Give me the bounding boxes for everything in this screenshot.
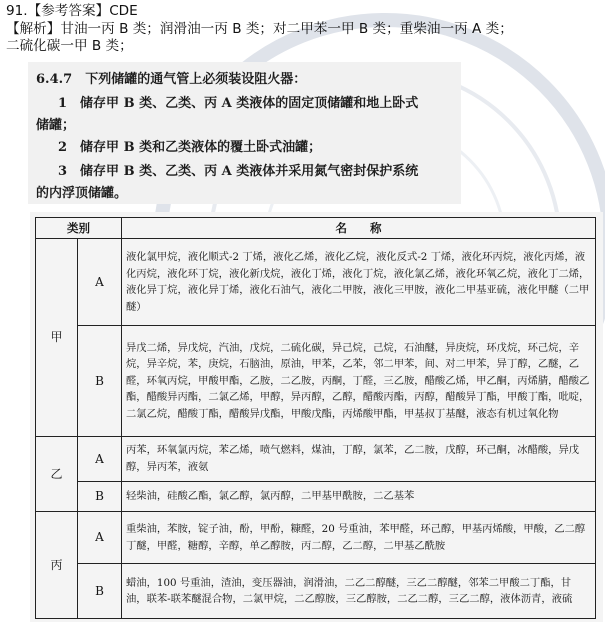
answer-explanation: [6, 3, 602, 56]
header-name: 名 称: [122, 218, 596, 239]
subclass-cell: A: [78, 437, 122, 481]
table-row: [36, 564, 596, 619]
table-row: [36, 481, 596, 511]
clause-item-1-line-2: 储罐；: [36, 118, 76, 133]
question-number: 91.: [6, 3, 28, 19]
class-cell-bing: 丙: [36, 511, 78, 618]
classification-table: [35, 217, 596, 619]
explanation-text-1: 甘油一丙 B 类；润滑油一丙 B 类；对二甲苯一甲 B 类；重柴油一丙 A 类；: [60, 20, 513, 37]
substance-names: 重柴油，苯胺，锭子油，酚，甲酚，糠醛，20 号重油，苯甲醛，环己醇，甲基丙烯酸，甲酸，乙二醇丁醚，甲醛，糖醇，辛醇，单乙醇胺，丙二醇，乙二醇，二甲基乙酰胺: [122, 511, 596, 564]
substance-names: 异戊二烯，异戊烷，汽油，戊烷，二硫化碳，异己烷，己烷，石油醚，异庚烷，环戊烷，环己烷，辛烷，异辛烷，苯，庚烷，石脑油，原油，甲苯，乙苯，邻二甲苯，间、对二甲苯，异丁醇，乙醚，乙醛，环氧丙烷，甲酸甲酯，乙胺，二乙胺，丙酮，丁醛，三乙胺，醋酸乙烯，甲乙酮，丙烯腈，醋酸乙酯，醋酸异丙酯，二氯乙烯，甲醇，异丙醇，乙醇，醋酸丙酯，丙醇，醋酸异丁酯，甲酸丁酯，吡啶，二氯乙烷，醋酸丁酯，醋酸异戊酯，甲酸戊酯，丙烯酸甲酯，甲基叔丁基醚，液态有机过氧化物: [122, 326, 596, 437]
explanation-line-2: 二硫化碳一甲 B 类；: [6, 38, 133, 54]
class-cell-jia: 甲: [36, 239, 78, 437]
explanation-label: 【解析】: [6, 20, 61, 37]
clause-item-3-line-2: 的内浮顶储罐。: [36, 186, 128, 201]
subclass-cell: A: [78, 239, 122, 326]
clause-title: 6.4.7 下列储罐的通气管上必须装设阻火器：: [36, 72, 307, 87]
substance-names: 轻柴油，硅酸乙酯，氯乙醇，氯丙醇，二甲基甲酰胺，二乙基苯: [122, 481, 596, 511]
answer-label: 【参考答案】: [27, 3, 110, 19]
table-row: [36, 239, 596, 326]
answer-line: [6, 3, 602, 21]
clause-item-3-line-1: 3 储存甲 B 类、乙类、丙 A 类液体并采用氮气密封保护系统: [58, 164, 419, 179]
clause-excerpt: [28, 62, 461, 204]
clause-item-1-line-1: 1 储存甲 B 类、乙类、丙 A 类液体的固定顶储罐和地上卧式: [58, 96, 419, 111]
subclass-cell: B: [78, 481, 122, 511]
subclass-cell: B: [78, 326, 122, 437]
table-row: [36, 326, 596, 437]
substance-names: 丙苯，环氧氯丙烷，苯乙烯，喷气燃料，煤油，丁醇，氯苯，乙二胺，戊醇，环己酮，冰醋酸，异戊醇，异丙苯，液氨: [122, 437, 596, 481]
table-row: [36, 437, 596, 481]
substance-names: 蜡油，100 号重油，渣油，变压器油，润滑油，二乙二醇醚，三乙二醇醚，邻苯二甲酸二丁酯，甘油，联苯-联苯醚混合物，二氯甲烷，二乙醇胺，三乙醇胺，二乙二醇，三乙二醇，液体沥青，液硫: [122, 564, 596, 619]
subclass-cell: A: [78, 511, 122, 564]
subclass-cell: B: [78, 564, 122, 619]
clause-item-2: 2 储存甲 B 类和乙类液体的覆土卧式油罐；: [58, 140, 322, 155]
substance-names: 液化氯甲烷，液化顺式-2 丁烯，液化乙烯，液化乙烷，液化反式-2 丁烯，液化环丙烷，液化丙烯，液化丙烷，液化环丁烷，液化新戊烷，液化丁烯，液化丁烷，液化氯乙烯，液化环氧乙烷，液化丁二烯，液化异丁烷，液化异丁烯，液化石油气，液化二甲胺，液化三甲胺，液化二甲基亚硫，液化甲醚（二甲醚）: [122, 239, 596, 326]
classification-table-scan: [30, 212, 603, 622]
answer-value: CDE: [109, 3, 138, 19]
table-header-row: [36, 218, 596, 239]
table-row: [36, 511, 596, 564]
explanation-line-1: [6, 21, 602, 39]
header-category: 类别: [36, 218, 122, 239]
class-cell-yi: 乙: [36, 437, 78, 512]
